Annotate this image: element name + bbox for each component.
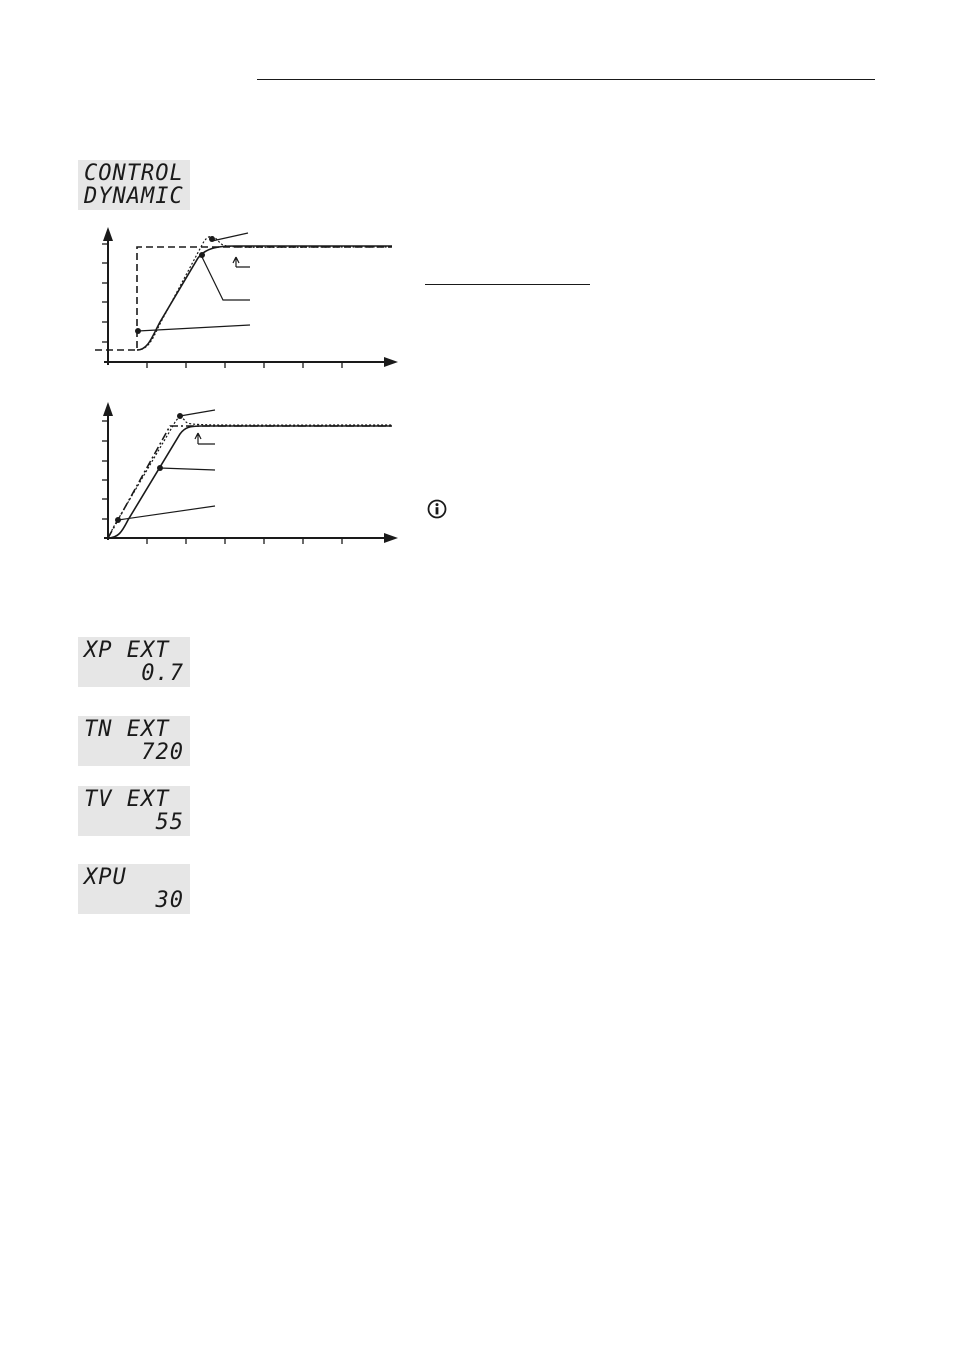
info-circle-icon <box>427 499 447 519</box>
lcd-line-2: 0.7 <box>141 661 184 686</box>
response-solid-curve <box>137 246 392 350</box>
leader-arrow-2 <box>233 257 250 267</box>
lcd-tn-ext <box>78 716 190 766</box>
overshoot-dotted-curve <box>137 237 392 351</box>
x-axis-arrow <box>384 357 398 367</box>
x-axis-arrow <box>384 533 398 543</box>
lcd-xp-ext <box>78 637 190 687</box>
lcd-line-2: 55 <box>155 810 184 835</box>
lcd-line-1: TV EXT <box>84 787 170 812</box>
header-rule <box>257 79 875 80</box>
response-solid-curve <box>108 426 392 538</box>
leader-line-3 <box>160 468 215 470</box>
lcd-xpu <box>78 864 190 914</box>
lcd-line-2: 720 <box>141 740 184 765</box>
overshoot-dotted-curve <box>108 418 392 538</box>
leader-line-1 <box>180 410 215 416</box>
y-axis-arrow <box>103 227 113 241</box>
y-axis-arrow <box>103 402 113 416</box>
leader-arrow-2 <box>195 433 215 444</box>
lcd-line-1: XP EXT <box>84 638 170 663</box>
lcd-control-dynamic <box>78 160 190 210</box>
setpoint-step-dashed <box>95 247 392 350</box>
lcd-line-1: CONTROL <box>84 161 184 186</box>
lcd-tv-ext <box>78 786 190 836</box>
response-diagram-1 <box>90 225 410 375</box>
leader-line-3 <box>202 257 250 300</box>
section-underline <box>425 284 590 285</box>
lcd-line-2: 30 <box>155 888 184 913</box>
response-diagram-2 <box>90 400 410 550</box>
lcd-line-1: XPU <box>84 865 127 890</box>
leader-line-1 <box>212 233 248 241</box>
leader-line-4 <box>138 325 250 331</box>
lcd-line-1: TN EXT <box>84 717 170 742</box>
lcd-line-2: DYNAMIC <box>84 184 184 209</box>
